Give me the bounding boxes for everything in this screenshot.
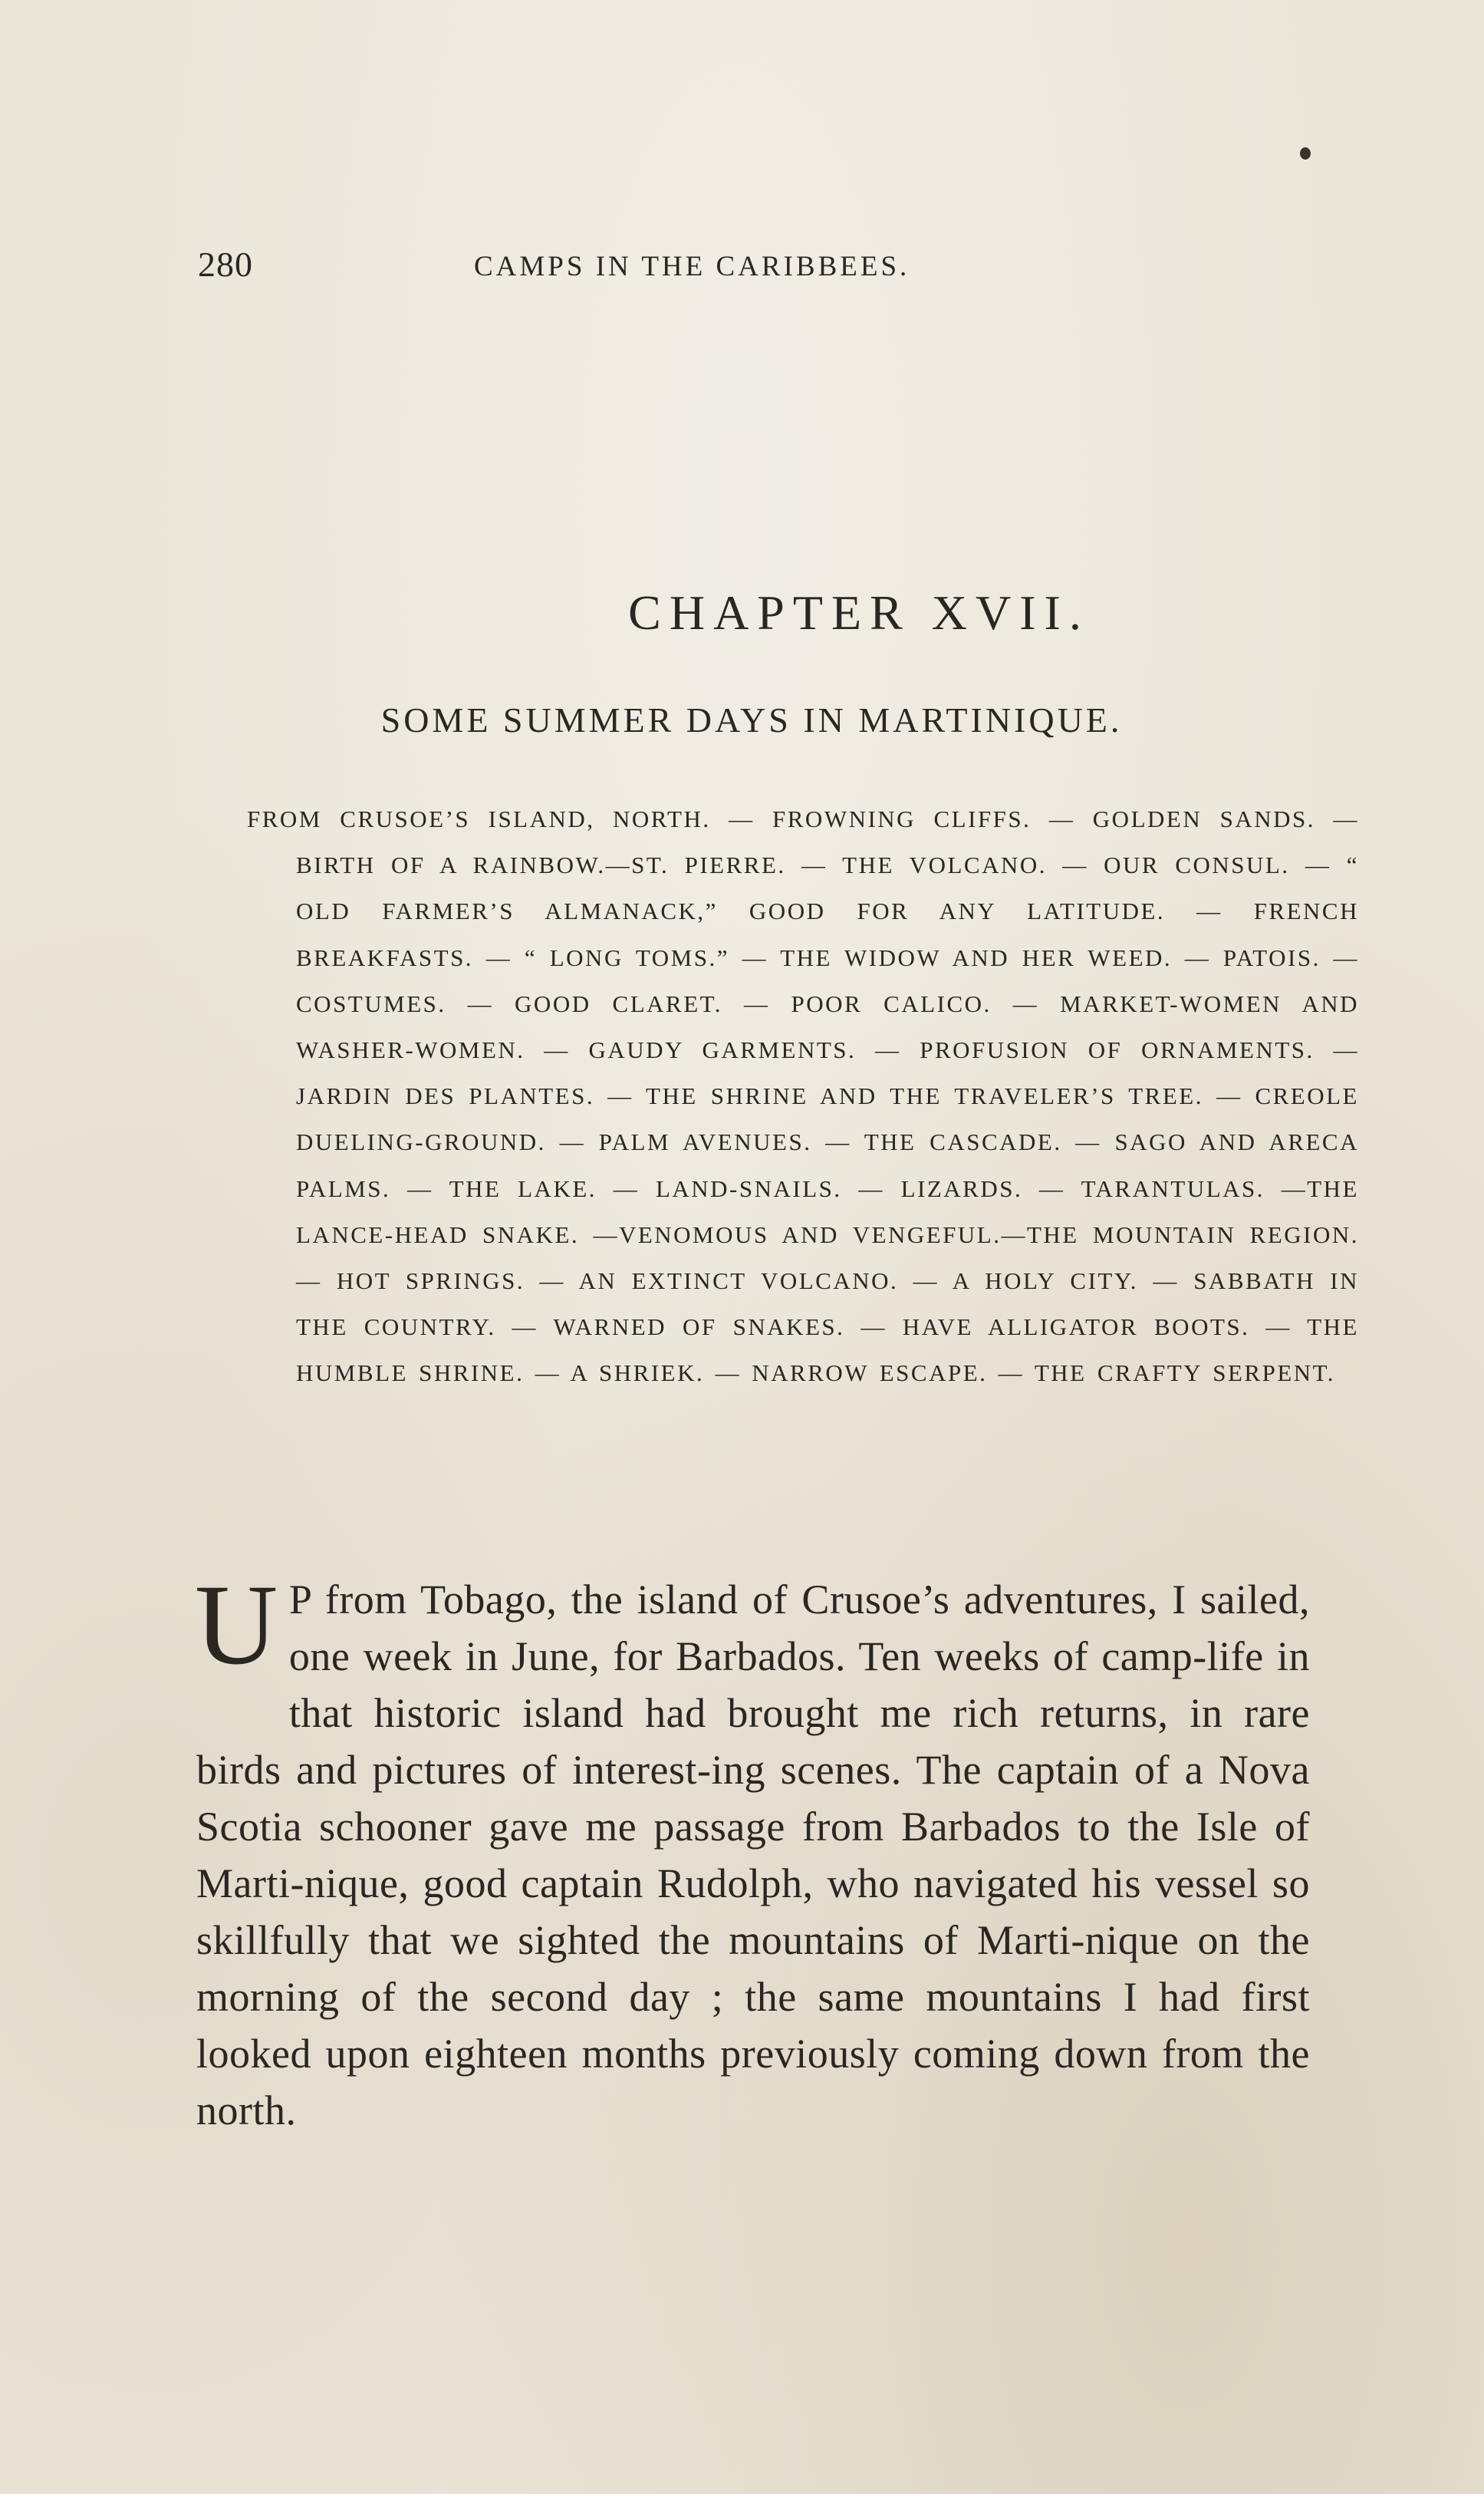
chapter-summary: FROM CRUSOE’S ISLAND, NORTH. — FROWNING CLIFFS. — GOLDEN SANDS. — BIRTH OF A RAINBOW.—ST. PIERRE. — THE VOLCANO. — OUR CONSUL. — “ OLD FARMER’S ALMANACK,” GOOD FOR ANY LATITUDE. — FRENCH BREAKFASTS. — “ LONG TOMS.” — THE WIDOW AND HER WEED. — PATOIS. — COSTUMES. — GOOD CLARET. — POOR CALICO. — MARKET-WOMEN AND WASHER-WOMEN. — GAUDY GARMENTS. — PROFUSION OF ORNAMENTS. — JARDIN DES PLANTES. — THE SHRINE AND THE TRAVELER’S TREE. — CREOLE DUELING-GROUND. — PALM AVENUES. — THE CASCADE. — SAGO AND ARECA PALMS. — THE LAKE. — LAND-SNAILS. — LIZARDS. — TARANTULAS. —THE LANCE-HEAD SNAKE. —VENOMOUS AND VENGEFUL.—THE MOUNTAIN REGION. — HOT SPRINGS. — AN EXTINCT VOLCANO. — A HOLY CITY. — SABBATH IN THE COUNTRY. — WARNED OF SNAKES. — HAVE ALLIGATOR BOOTS. — THE HUMBLE SHRINE. — A SHRIEK. — NARROW ESCAPE. — THE CRAFTY SERPENT.	[247, 806, 1359, 1387]
running-head	[198, 244, 1310, 290]
ink-speck	[1300, 147, 1311, 160]
running-title: CAMPS IN THE CARIBBEES.	[474, 251, 910, 282]
opening-paragraph	[195, 1561, 1310, 2139]
page-number: 280	[198, 245, 253, 284]
drop-cap: U	[195, 1561, 278, 1688]
chapter-subtitle: SOME SUMMER DAYS IN MARTINIQUE.	[380, 700, 1123, 740]
chapter-title: CHAPTER XVII.	[628, 585, 1090, 640]
body-text	[195, 1561, 1310, 2139]
paragraph-text: P from Tobago, the island of Crusoe’s adventures, I sailed, one week in June, for Barbados. Ten weeks of camp-life in that historic island had brought me rich returns, in rare birds and pictures of interest-ing scenes. The captain of a Nova Scotia schooner gave me passage from Barbados to the Isle of Marti-nique, good captain Rudolph, who navigated his vessel so skillfully that we sighted the mountains of Marti-nique on the morning of the second day ; the same mountains I had first looked upon eighteen months previously coming down from the north.	[196, 1576, 1310, 2133]
